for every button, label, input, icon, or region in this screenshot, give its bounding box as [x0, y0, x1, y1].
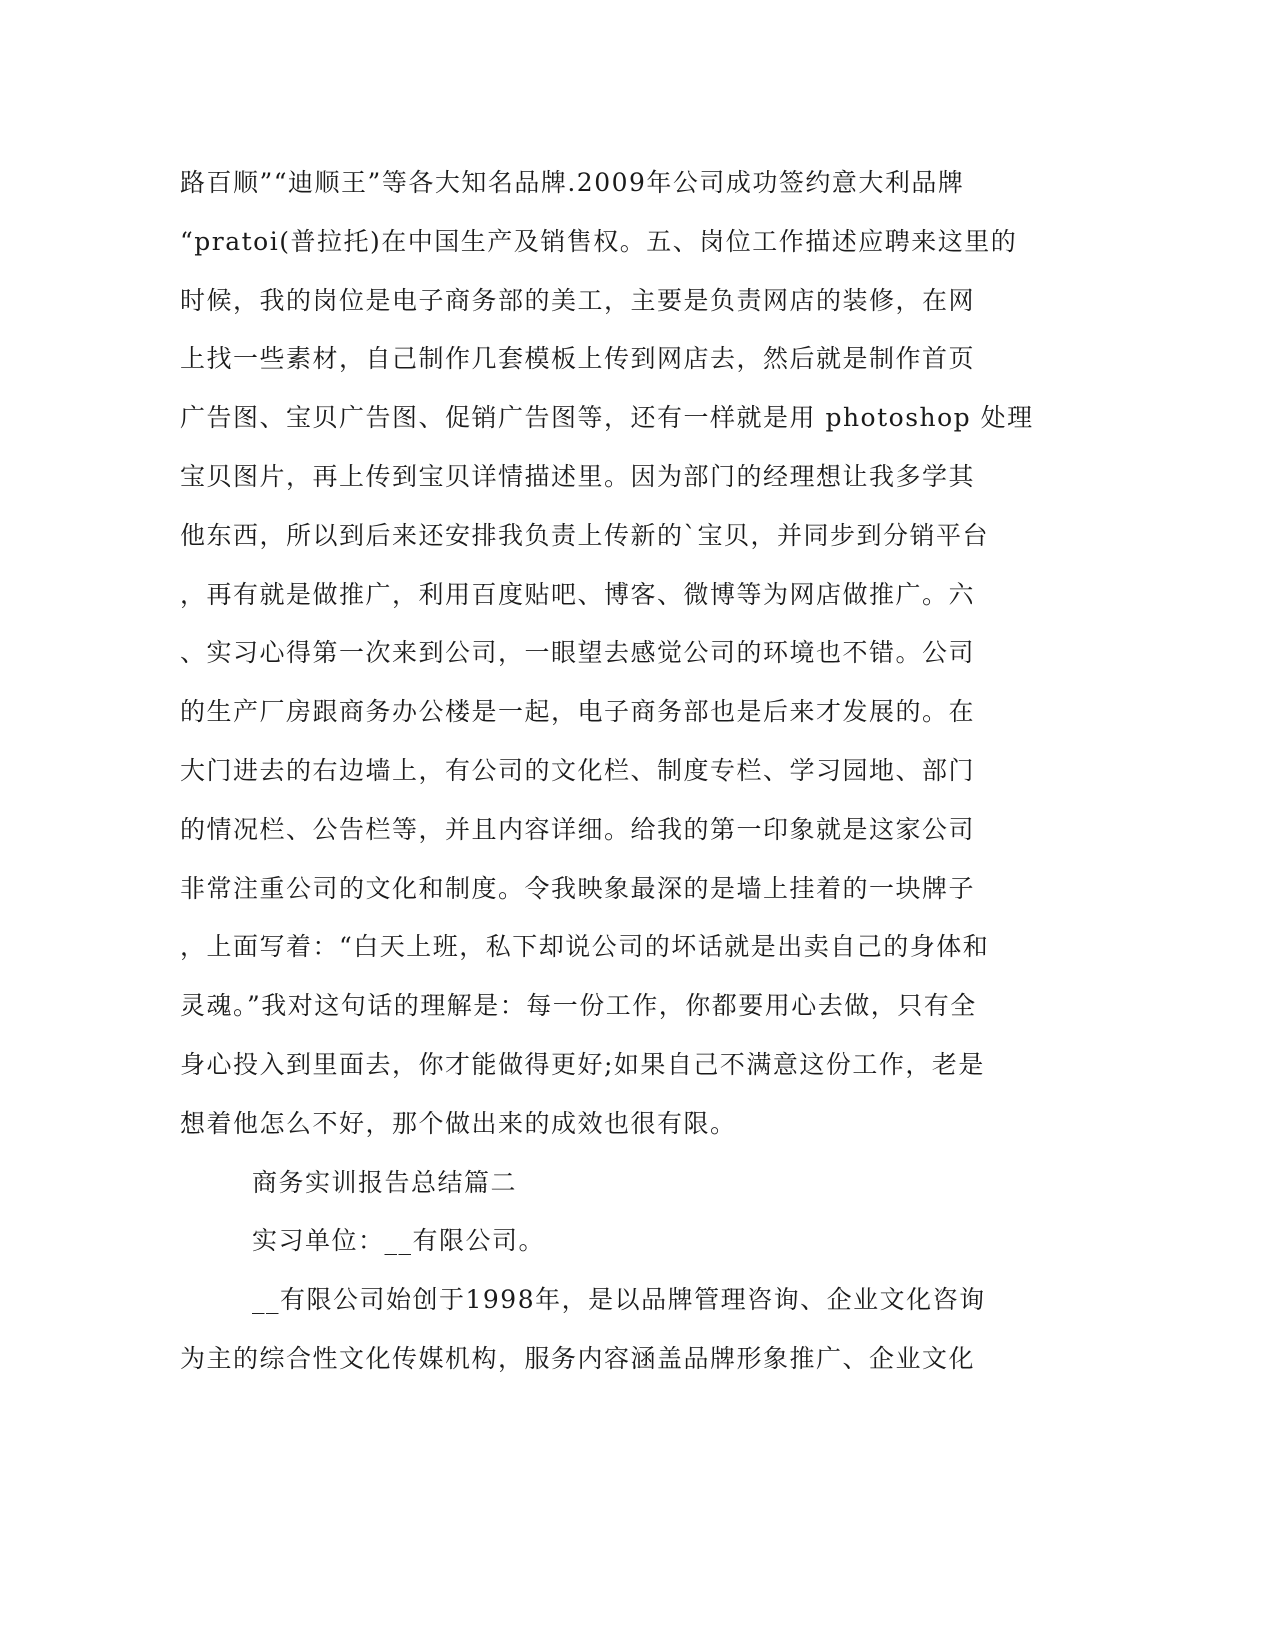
text-line: ，再有就是做推广，利用百度贴吧、博客、微博等为网店做推广。六 [180, 579, 976, 609]
text-line: 的生产厂房跟商务办公楼是一起，电子商务部也是后来才发展的。在 [180, 697, 976, 727]
text-line: “pratoi(普拉托)在中国生产及销售权。五、岗位工作描述应聘来这里的 [180, 226, 1018, 256]
text-line: 他东西，所以到后来还安排我负责上传新的`宝贝，并同步到分销平台 [180, 520, 990, 550]
text-line: 上找一些素材，自己制作几套模板上传到网店去，然后就是制作首页 [180, 344, 976, 374]
document-body [180, 160, 1060, 1395]
text-line: 的情况栏、公告栏等，并且内容详细。给我的第一印象就是这家公司 [180, 814, 976, 844]
text-line: 路百顺”“迪顺王”等各大知名品牌.2009年公司成功签约意大利品牌 [180, 168, 965, 197]
text-line: ，上面写着：“白天上班，私下却说公司的坏话就是出卖自己的身体和 [180, 932, 990, 962]
text-line: 时候，我的岗位是电子商务部的美工，主要是负责网店的装修，在网 [180, 285, 976, 315]
text-line: 非常注重公司的文化和制度。令我映象最深的是墙上挂着的一块牌子 [180, 873, 976, 903]
text-line: 广告图、宝贝广告图、促销广告图等，还有一样就是用 photoshop 处理 [180, 403, 1034, 433]
section-title: 商务实训报告总结篇二 [252, 1167, 518, 1197]
text-line: 、实习心得第一次来到公司，一眼望去感觉公司的环境也不错。公司 [180, 638, 976, 668]
paragraph-line: __有限公司始创于1998年，是以品牌管理咨询、企业文化咨询 [252, 1285, 986, 1315]
internship-unit-line: 实习单位：__有限公司。 [252, 1226, 546, 1256]
text-line: 宝贝图片，再上传到宝贝详情描述里。因为部门的经理想让我多学其 [180, 461, 976, 491]
paragraph-line: 为主的综合性文化传媒机构，服务内容涵盖品牌形象推广、企业文化 [180, 1343, 976, 1373]
text-line: 大门进去的右边墙上，有公司的文化栏、制度专栏、学习园地、部门 [180, 755, 976, 785]
text-line: 想着他怎么不好，那个做出来的成效也很有限。 [180, 1108, 737, 1138]
text-line: 灵魂。”我对这句话的理解是：每一份工作，你都要用心去做，只有全 [180, 991, 977, 1021]
text-line: 身心投入到里面去，你才能做得更好;如果自己不满意这份工作，老是 [180, 1049, 985, 1079]
